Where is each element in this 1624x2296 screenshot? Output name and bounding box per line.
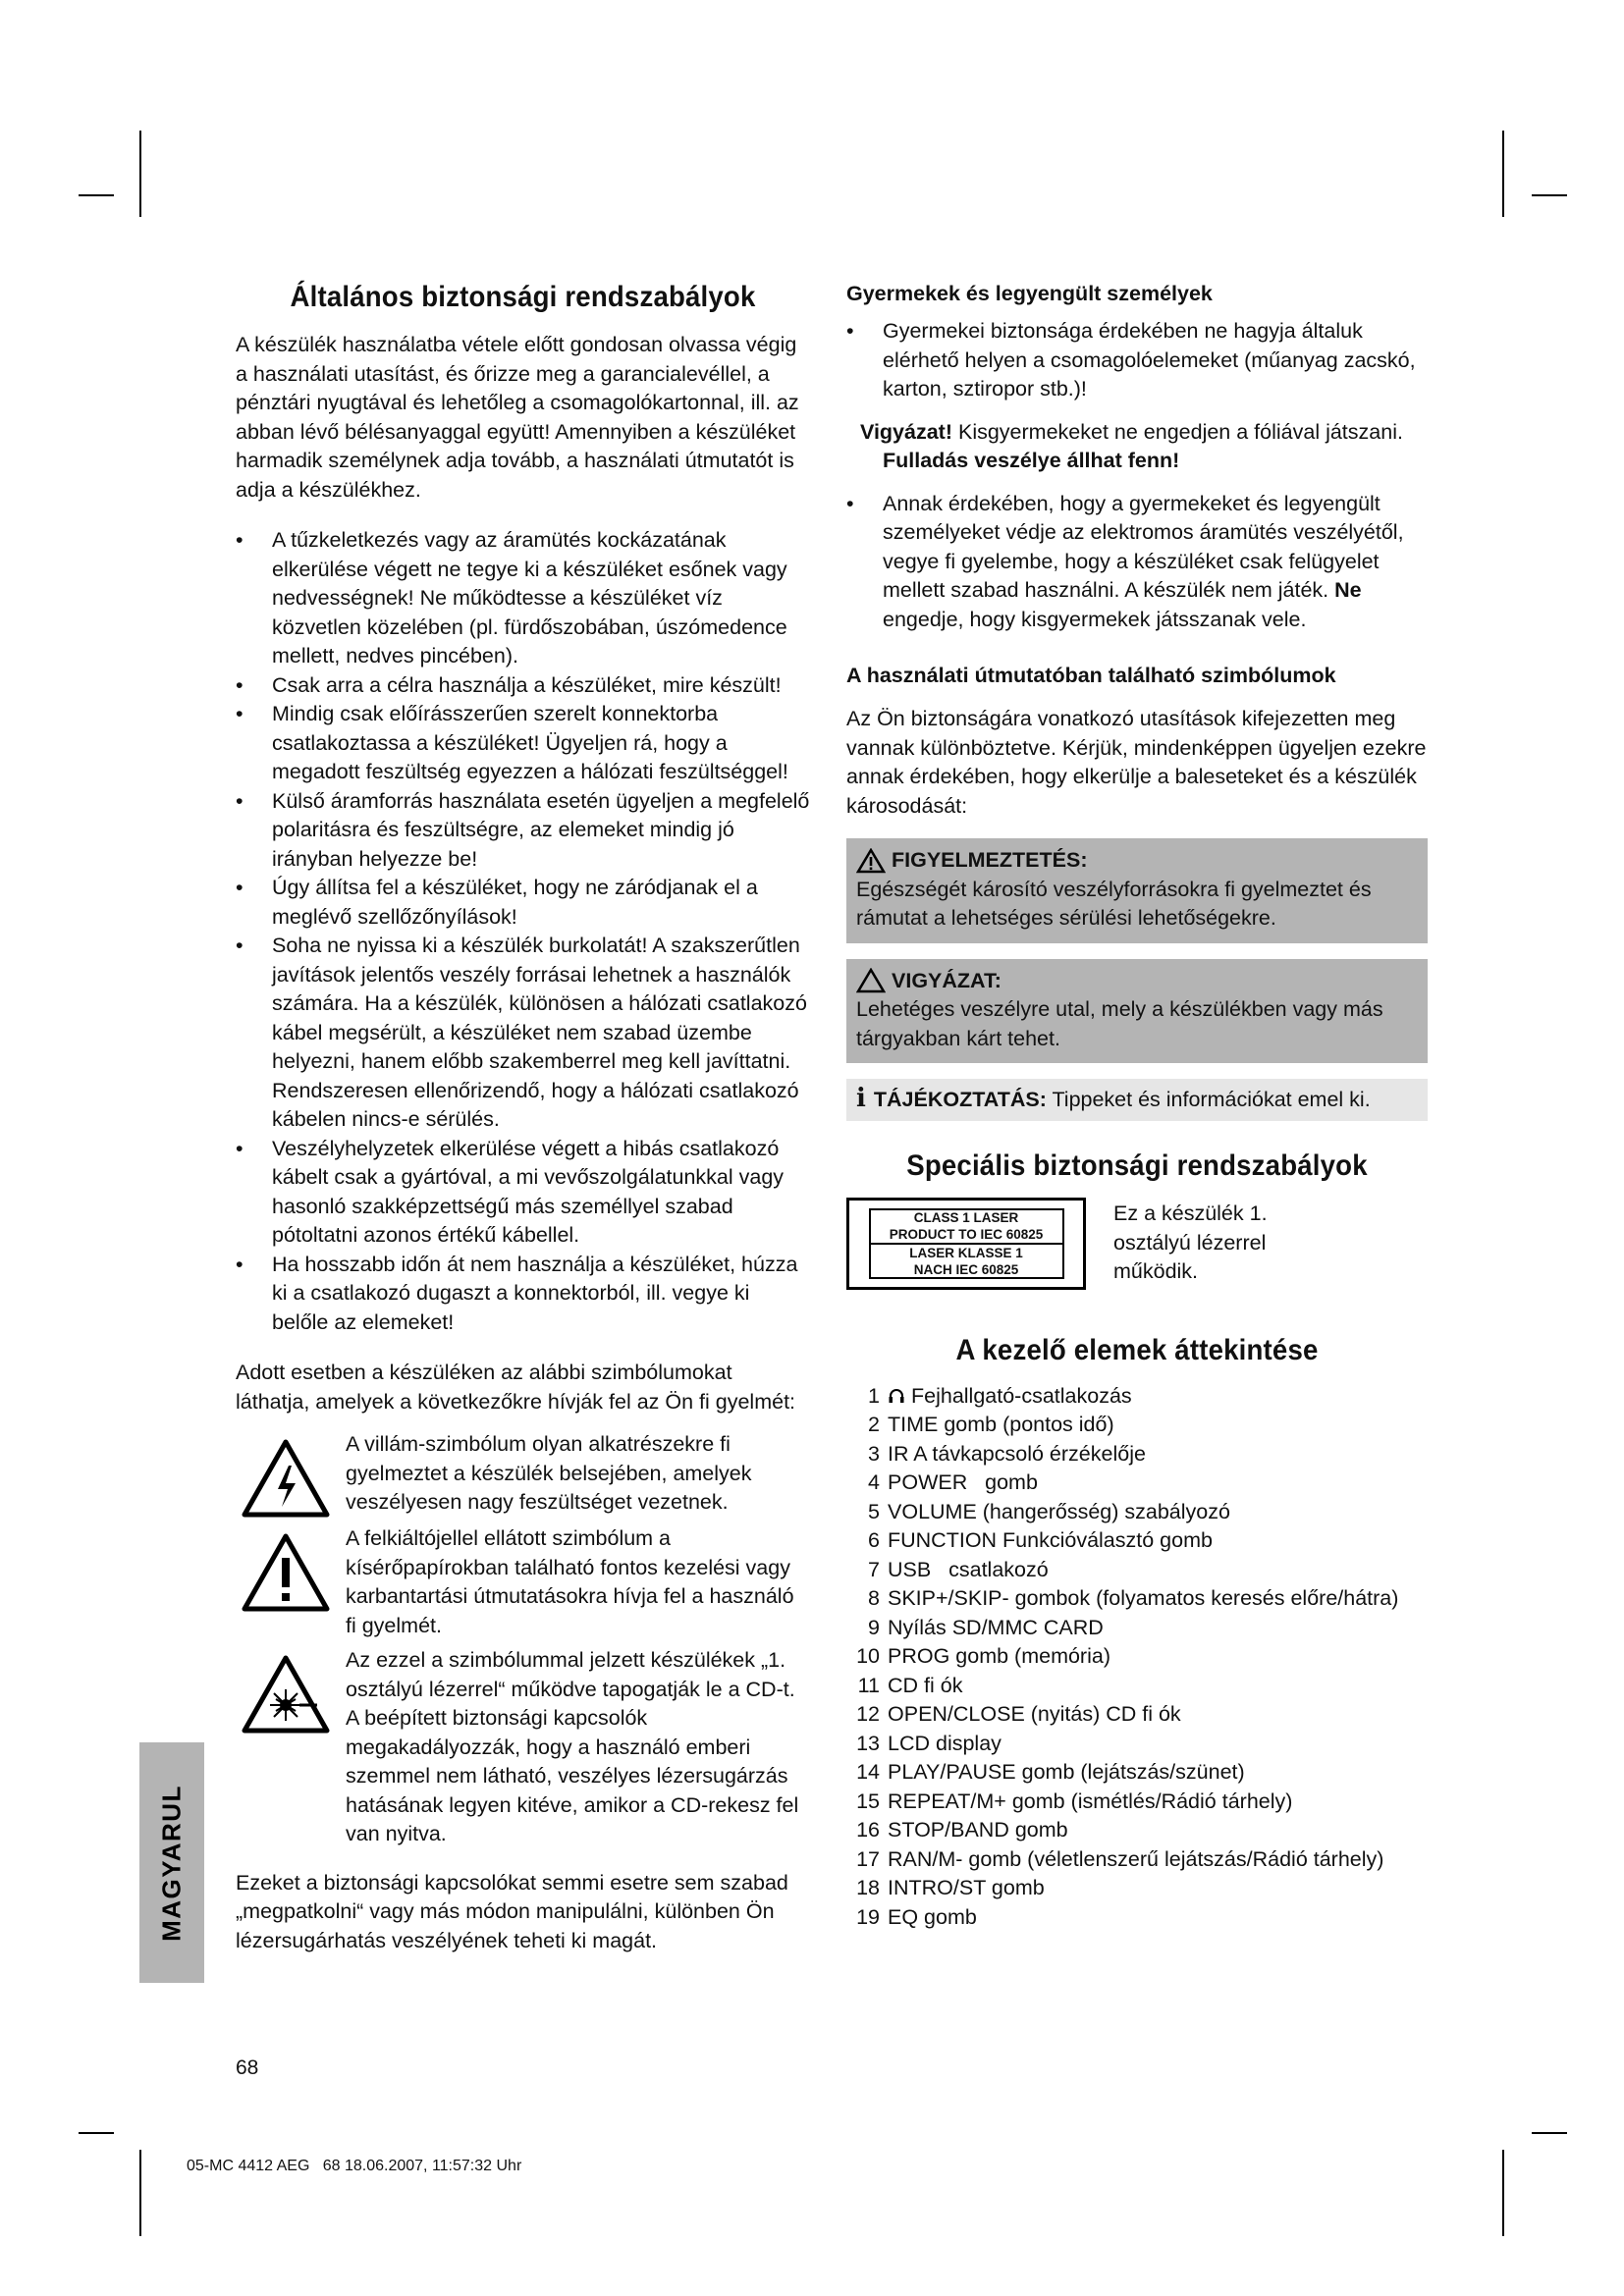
bullet-text: A tűzkeletkezés vagy az áramütés kockázatának elkerülése végett ne tegye ki a készüléket esőnek vagy nedvességnek! Ne működtesse a készüléket víz közvetlen közelében (pl. fürdőszobában, úszómedence mellett, nedves pincében). [272, 528, 787, 667]
controls-list-item [846, 1382, 1428, 1412]
controls-title: A kezelő elemek áttekintése [955, 1333, 1319, 1366]
laser-label-line: CLASS 1 LASER [913, 1209, 1019, 1225]
list-item: • A tűzkeletkezés vagy az áramütés kockázatának elkerülése végett ne tegye ki a készüléket esőnek vagy nedvességnek! Ne működtesse a készüléket víz közvetlen közelében (pl. fürdőszobában, úszómedence mellett, nedves pincében). [236, 528, 787, 667]
crop-mark [139, 2150, 141, 2236]
control-number: 7 [868, 1557, 880, 1581]
list-item: • Csak arra a célra használja a készüléket, mire készült! [236, 672, 782, 697]
control-label: IR A távkapcsoló érzékelője [888, 1441, 1146, 1466]
right-column [846, 280, 1428, 1932]
general-intro: A készülék használatba vétele előtt gondosan olvassa végig a használati utasítást, és őrizze meg a garancialevéllel, a pénztári nyugtával és lehetőleg a csomagolókartonnal, ill. az abban lévő bélésanyaggal együtt! Amennyiben a készüléket harmadik személynek adja tovább, a használati útmutatót is adja a készülékhez. [236, 333, 799, 502]
control-number: 2 [868, 1413, 880, 1436]
warning-text: Kisgyermekeket ne engedjen a fóliával játszani. [957, 419, 1403, 444]
general-bullet-list [236, 526, 810, 1337]
list-item: • Annak érdekében, hogy a gyermekeket és legyengült személyeket védje az elektromos áramütés veszélyétől, vegye fi gyelembe, hogy a készüléket csak felügyelet mellett szabad használni. A készülék nem játék. Ne engedje, hogy kisgyermekek játsszanak vele. [846, 491, 1404, 631]
warning-title: FIGYELMEZTETÉS: [892, 848, 1088, 872]
laser-warning-icon [236, 1646, 336, 1735]
laser-label-line: PRODUCT TO IEC 60825 [871, 1226, 1062, 1245]
control-number: 15 [856, 1789, 880, 1813]
control-number: 17 [856, 1846, 880, 1871]
bullet-text: Mindig csak előírásszerűen szerelt konnektorba csatlakoztassa a készüléket! Ügyeljen rá, hogy a megadott feszültség egyezzen a hálózati feszültséggel! [272, 702, 788, 783]
list-item: • Veszélyhelyzetek elkerülése végett a hibás csatlakozó kábelt csak a gyártóval, a mi vevőszolgálatunkkal vagy hasonló szakképzettségű más személlyel szabad pótoltatni azonos értékű kábellel. [236, 1136, 785, 1247]
crop-mark [1532, 2132, 1567, 2134]
lightning-warning-icon [236, 1430, 336, 1519]
controls-list-item [846, 1642, 1428, 1672]
symbol-text: Az ezzel a szimbólummal jelzett készülékek „1. osztályú lézerrel“ működve tapogatják le a CD-t. A beépített biztonsági kapcsolók megakadályozzák, hogy a használó emberi szemmel nem látható, veszélyes lézersugárzás hatásának legyen kitéve, amikor a CD-rekesz fel van nyitva. [346, 1648, 799, 1845]
control-number: 19 [856, 1904, 880, 1929]
control-label: FUNCTION Funkcióválasztó gomb [888, 1528, 1213, 1552]
warning-bold: Fulladás veszélye állhat fenn! [883, 449, 1180, 472]
children-heading: Gyermekek és legyengült személyek [846, 282, 1213, 305]
bullet-text: Gyermekei biztonsága érdekében ne hagyja általuk elérhető helyen a csomagolóelemeket (műanyag zacskó, karton, sztiropor stb.)! [883, 319, 1416, 400]
controls-list-item [846, 1903, 1428, 1933]
control-label: EQ gomb [888, 1904, 977, 1929]
control-label: TIME gomb (pontos idő) [888, 1413, 1114, 1436]
controls-list-item [846, 1758, 1428, 1788]
symbols-intro: Adott esetben a készüléken az alábbi szimbólumokat láthatja, amelyek a következőkre hívják fel az Ön fi gyelmét: [236, 1361, 796, 1414]
control-label: Fejhallgató-csatlakozás [911, 1383, 1132, 1408]
control-number: 4 [868, 1470, 880, 1494]
symbol-text: A villám-szimbólum olyan alkatrészekre fi gyelmeztet a készülék belsejében, amelyek veszélyesen nagy feszültséget vezetnek. [346, 1432, 752, 1514]
special-safety-title: Speciális biztonsági rendszabályok [906, 1148, 1368, 1182]
controls-list-item [846, 1584, 1428, 1614]
bullet-text: Úgy állítsa fel a készüléket, hogy ne záródjanak el a meglévő szellőzőnyílások! [272, 876, 758, 929]
control-label: REPEAT/M+ gomb (ismétlés/Rádió tárhely) [888, 1789, 1293, 1813]
warning-box-title [856, 846, 1418, 876]
crop-mark [79, 2132, 114, 2134]
page-number: 68 [236, 2056, 259, 2079]
control-label: Nyílás SD/MMC CARD [888, 1615, 1104, 1639]
print-footer: 05-MC 4412 AEG 68 18.06.2007, 11:57:32 Uhr [187, 2158, 522, 2174]
control-label: RAN/M- gomb (véletlenszerű lejátszás/Rádió tárhely) [888, 1846, 1384, 1871]
bullet-text: Annak érdekében, hogy a gyermekeket és legyengült személyeket védje az elektromos áramütés veszélyétől, vegye fi gyelembe, hogy a készüléket csak felügyelet mellett szabad használni. A készülék nem játék. [883, 491, 1404, 602]
symbol-row-lightning [236, 1430, 810, 1519]
warning-box [846, 838, 1428, 943]
crop-mark [139, 131, 141, 217]
controls-list-item [846, 1672, 1428, 1701]
caution-box [846, 959, 1428, 1064]
caution-body: Lehetéges veszélyre utal, mely a készülékben vagy más tárgyakban kárt tehet. [856, 997, 1383, 1050]
warning-triangle-icon [856, 848, 886, 874]
bullet-text: Soha ne nyissa ki a készülék burkolatát! A szakszerűtlen javítások jelentős veszély forrásai lehetnek a használók számára. Ha a készülék, különösen a hálózati csatlakozó kábel megsérült, a készüléket nem szabad üzembe helyezni, hanem előbb szakemberrel meg kell javíttatni. Rendszeresen ellenőrizendő, hogy a hálózati csatlakozó kábelen nincs-e sérülés. [272, 934, 807, 1131]
controls-list-item [846, 1468, 1428, 1498]
children-bullet-list [846, 317, 1428, 404]
control-label: OPEN/CLOSE (nyitás) CD fi ók [888, 1702, 1181, 1726]
laser-label-line: LASER KLASSE 1 [909, 1245, 1023, 1260]
control-number: 10 [856, 1644, 880, 1668]
bullet-bold: Ne [1334, 578, 1362, 602]
control-label: USB csatlakozó [888, 1557, 1049, 1581]
laser-text: Ez a készülék 1. osztályú lézerrel működik. [1113, 1201, 1268, 1284]
bullet-text: Csak arra a célra használja a készüléket, mire készült! [272, 672, 782, 697]
controls-list-item [846, 1874, 1428, 1903]
controls-list-item [846, 1845, 1428, 1875]
control-label: CD fi ók [888, 1673, 963, 1697]
language-tab [139, 1742, 204, 1983]
crop-mark [1502, 131, 1504, 217]
control-number: 1 [868, 1383, 880, 1408]
caution-triangle-icon [856, 968, 886, 993]
children-warning [846, 418, 1428, 476]
controls-list-item [846, 1614, 1428, 1643]
control-number: 13 [856, 1731, 880, 1755]
warning-body: Egészségét károsító veszélyforrásokra fi gyelmeztet és rámutat a lehetséges sérülési lehetőségekre. [856, 877, 1372, 930]
controls-list-item [846, 1788, 1428, 1817]
controls-list-item [846, 1700, 1428, 1730]
closing-text: Ezeket a biztonsági kapcsolókat semmi esetre sem szabad „megpatkolni“ vagy más módon manipulálni, különben Ön lézersugárhatás veszélyének teheti ki magát. [236, 1870, 788, 1952]
info-title: TÁJÉKOZTATÁS: [873, 1088, 1047, 1111]
info-text: Tippeket és információkat emel ki. [1052, 1088, 1371, 1111]
bullet-text: Külső áramforrás használata esetén ügyeljen a megfelelő polaritásra és feszültségre, az elemeket mindig jó irányban helyezze be! [272, 788, 810, 871]
laser-label-inner [869, 1208, 1064, 1279]
control-label: SKIP+/SKIP- gombok (folyamatos keresés előre/hátra) [888, 1586, 1399, 1610]
symbol-row-laser [236, 1646, 810, 1849]
info-icon: i [856, 1084, 866, 1113]
bullet-text: Veszélyhelyzetek elkerülése végett a hibás csatlakozó kábelt csak a gyártóval, a mi vevőszolgálatunkkal vagy hasonló szakképzettségű más személlyel szabad pótoltatni azonos értékű kábellel. [272, 1136, 785, 1247]
caution-title: VIGYÁZAT: [892, 968, 1001, 992]
controls-list-item [846, 1498, 1428, 1527]
control-number: 8 [868, 1586, 880, 1610]
control-number: 11 [857, 1673, 880, 1697]
bullet-text: Ha hosszabb időn át nem használja a készüléket, húzza ki a csatlakozó dugaszt a konnektorból, ill. vegye ki belőle az elemeket! [272, 1252, 798, 1334]
crop-mark [79, 194, 114, 196]
language-tab-label: MAGYARUL [156, 1784, 187, 1942]
controls-list-item [846, 1816, 1428, 1845]
list-item: • Soha ne nyissa ki a készülék burkolatát! A szakszerűtlen javítások jelentős veszély forrásai lehetnek a használók számára. Ha a készülék, különösen a hálózati csatlakozó kábel megsérült, a készüléket nem szabad üzembe helyezni, hanem előbb szakemberrel meg kell javíttatni. Rendszeresen ellenőrizendő, hogy a hálózati csatlakozó kábelen nincs-e sérülés. [236, 934, 807, 1131]
control-number: 3 [868, 1441, 880, 1466]
controls-list-item [846, 1440, 1428, 1469]
control-label: INTRO/ST gomb [888, 1876, 1045, 1899]
list-item: • Mindig csak előírásszerűen szerelt konnektorba csatlakoztassa a készüléket! Ügyeljen rá, hogy a megadott feszültség egyezzen a hálózati feszültséggel! [236, 702, 788, 783]
controls-list-item [846, 1411, 1428, 1440]
symbols-text: Az Ön biztonságára vonatkozó utasítások kifejezetten meg vannak különböztetve. Kérjük, mindenképpen ügyeljen ezekre annak érdekében, hogy elkerülje a baleseteket és a készülék károsodását: [846, 707, 1427, 818]
control-label: PLAY/PAUSE gomb (lejátszás/szünet) [888, 1760, 1245, 1784]
children-bullet-list-2 [846, 490, 1428, 635]
controls-list-item [846, 1526, 1428, 1556]
laser-class-label [846, 1198, 1086, 1290]
control-number: 16 [856, 1818, 880, 1842]
control-label: POWER gomb [888, 1470, 1038, 1494]
exclamation-warning-icon [236, 1524, 336, 1613]
general-safety-title: Általános biztonsági rendszabályok [290, 281, 756, 313]
list-item: • Úgy állítsa fel a készüléket, hogy ne záródjanak el a meglévő szellőzőnyílások! [236, 876, 758, 929]
caution-box-title [856, 967, 1418, 996]
laser-label-line: NACH IEC 60825 [913, 1261, 1019, 1277]
symbol-text: A felkiáltójellel ellátott szimbólum a kísérőpapírokban található fontos kezelési vagy karbantartási útmutatásokra hívja fel a használó fi gyelmét. [346, 1526, 794, 1637]
control-number: 6 [868, 1528, 880, 1552]
crop-mark [1502, 2150, 1504, 2236]
laser-label-row [846, 1198, 1428, 1290]
control-number: 14 [856, 1760, 880, 1784]
list-item: • Gyermekei biztonsága érdekében ne hagyja általuk elérhető helyen a csomagolóelemeket (műanyag zacskó, karton, sztiropor stb.)! [846, 319, 1416, 400]
controls-list-item [846, 1730, 1428, 1759]
control-number: 9 [868, 1615, 880, 1639]
warning-label: Vigyázat! [860, 419, 952, 444]
symbols-heading: A használati útmutatóban található szimbólumok [846, 664, 1336, 687]
headphone-icon [888, 1382, 911, 1412]
control-number: 18 [856, 1876, 880, 1899]
control-number: 5 [868, 1499, 880, 1523]
controls-list-item [846, 1556, 1428, 1585]
controls-list [846, 1382, 1428, 1933]
control-label: PROG gomb (memória) [888, 1644, 1110, 1668]
bullet-text: engedje, hogy kisgyermekek játsszanak vele. [883, 607, 1307, 631]
list-item: • Ha hosszabb időn át nem használja a készüléket, húzza ki a csatlakozó dugaszt a konnektorból, ill. vegye ki belőle az elemeket! [236, 1252, 798, 1334]
info-box [846, 1079, 1428, 1121]
crop-mark [1532, 194, 1567, 196]
control-number: 12 [856, 1702, 880, 1726]
left-column [236, 280, 810, 1955]
control-label: VOLUME (hangerősség) szabályozó [888, 1499, 1230, 1523]
control-label: LCD display [888, 1731, 1001, 1755]
list-item: • Külső áramforrás használata esetén ügyeljen a megfelelő polaritásra és feszültségre, az elemeket mindig jó irányban helyezze be! [236, 788, 810, 871]
symbol-row-exclamation [236, 1524, 810, 1640]
control-label: STOP/BAND gomb [888, 1818, 1068, 1842]
